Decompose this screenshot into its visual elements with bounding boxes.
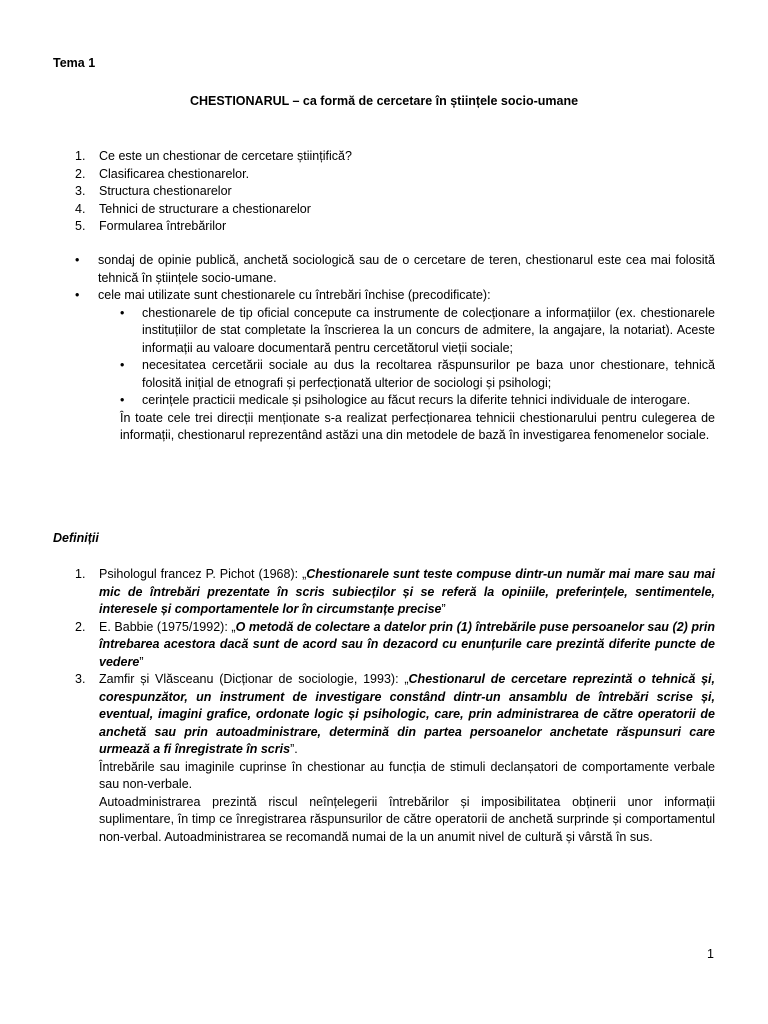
bullet-icon: • [120, 358, 125, 372]
definition-quote: Chestionarul de cercetare reprezintă o tehnică și, corespunzător, un instrument de investigare constând dintr-un ansamblu de întrebări scrise și, eventual, imagini grafice, ordonate logic și psihologic, care, prin administrarea de către operatorii de anchetă sau prin autoadministrare, determină din partea persoanelor anchetate răspunsuri care urmează a fi înregistrate în scris [99, 672, 715, 756]
definition-quote: Chestionarele sunt teste compuse dintr-un număr mai mare sau mai mic de întrebări prezentate în scris subiecților și se referă la opiniile, preferințele, sentimentele, interesele și comportamentele lor în circumstanțe precise [99, 567, 715, 616]
definition-source: E. Babbie (1975/1992): „ [99, 619, 236, 634]
definition-item [75, 566, 715, 619]
bullet-icon: • [120, 393, 125, 407]
document-title: CHESTIONARUL – ca formă de cercetare în științele socio-umane [189, 94, 579, 108]
sub-bullet-text: cerințele practicii medicale și psihologice au făcut recurs la diferite tehnici individuale de interogare. [142, 393, 691, 407]
toc-text: Structura chestionarelor [99, 184, 232, 198]
bullet-list [75, 252, 715, 445]
toc-text: Clasificarea chestionarelor. [99, 166, 250, 181]
toc-item [75, 218, 352, 236]
bullet-icon: • [75, 288, 80, 302]
definitions-paragraph: Întrebările sau imaginile cuprinse în chestionar au funcția de stimuli declanșatori de comportamente verbale sau non-verbale. [99, 759, 715, 791]
toc-item [75, 166, 352, 184]
toc-item [75, 201, 352, 219]
bullet-text: sondaj de opinie publică, anchetă sociologică sau de o cercetare de teren, chestionarul este cea mai folosită tehnică în științele socio-umane. [98, 253, 715, 285]
definition-item [75, 671, 715, 759]
page-number: 1 [707, 947, 714, 961]
bullet-text: cele mai utilizate sunt chestionarele cu întrebări închise (precodificate): [98, 288, 491, 302]
definition-item [75, 619, 715, 672]
sub-bullet-list [98, 305, 715, 410]
table-of-contents [75, 148, 352, 236]
toc-item [75, 183, 352, 201]
toc-number: 4. [75, 201, 86, 216]
definition-number: 3. [75, 672, 86, 686]
definitions-heading: Definiții [53, 531, 99, 545]
definition-number: 2. [75, 619, 86, 634]
topic-label: Tema 1 [53, 56, 96, 70]
definition-number: 1. [75, 567, 86, 581]
definitions-list [75, 566, 715, 846]
toc-number: 5. [75, 219, 86, 233]
sub-bullet-item [120, 305, 715, 358]
definition-source: Zamfir și Vlăsceanu (Dicționar de sociologie, 1993): „ [99, 672, 409, 686]
bullet-icon: • [120, 305, 125, 320]
bullet-item [75, 252, 715, 287]
bullet-item [75, 287, 715, 445]
summary-paragraph: În toate cele trei direcții menționate s-a realizat perfecționarea tehnicii chestionarului pentru culegerea de informații, chestionarul reprezentând astăzi una din metodele de bază în investigarea fenomenelor sociale. [120, 410, 715, 442]
sub-bullet-text: necesitatea cercetării sociale au dus la recoltarea răspunsurilor pe baza unor chestionare, tehnică folosită inițial de etnografi și perfecționată ulterior de sociologi și psihologi; [142, 358, 715, 390]
toc-number: 2. [75, 166, 86, 181]
definition-source: Psihologul francez P. Pichot (1968): „ [99, 567, 307, 581]
bullet-icon: • [75, 253, 80, 267]
toc-text: Formularea întrebărilor [99, 219, 227, 233]
toc-item [75, 148, 352, 166]
definition-close: ” [441, 602, 446, 616]
sub-bullet-item [120, 357, 715, 392]
toc-number: 1. [75, 149, 86, 163]
definitions-paragraph: Autoadministrarea prezintă riscul neînțelegerii întrebărilor și imposibilitatea obținerii unor informații suplimentare, în timp ce înregistrarea răspunsurilor de către operatorii de anchetă surprinde și comportamentul non-verbal. Autoadministrarea se recomandă numai de la un anumit nivel de cultură și vârstă în sus. [99, 794, 715, 844]
sub-bullet-text: chestionarele de tip oficial concepute ca instrumente de colecționare a informațiilor (ex. chestionarele instituțiilor de stat completate la înscrierea la un concurs de admitere, la angajare, la notariat). Aceste informații au valoare documentară pentru cercetătorul vieții sociale; [142, 305, 715, 355]
definition-close: ”. [290, 742, 298, 756]
toc-text: Ce este un chestionar de cercetare științifică? [99, 149, 352, 163]
toc-text: Tehnici de structurare a chestionarelor [99, 201, 311, 216]
definition-quote: O metodă de colectare a datelor prin (1) întrebările puse persoanelor sau (2) prin întrebarea acestora dacă sunt de acord sau în dezacord cu enunțurile care prezintă diferite puncte de vedere [99, 619, 716, 669]
sub-bullet-item [120, 392, 715, 410]
definition-close: ” [139, 654, 144, 669]
toc-number: 3. [75, 184, 86, 198]
